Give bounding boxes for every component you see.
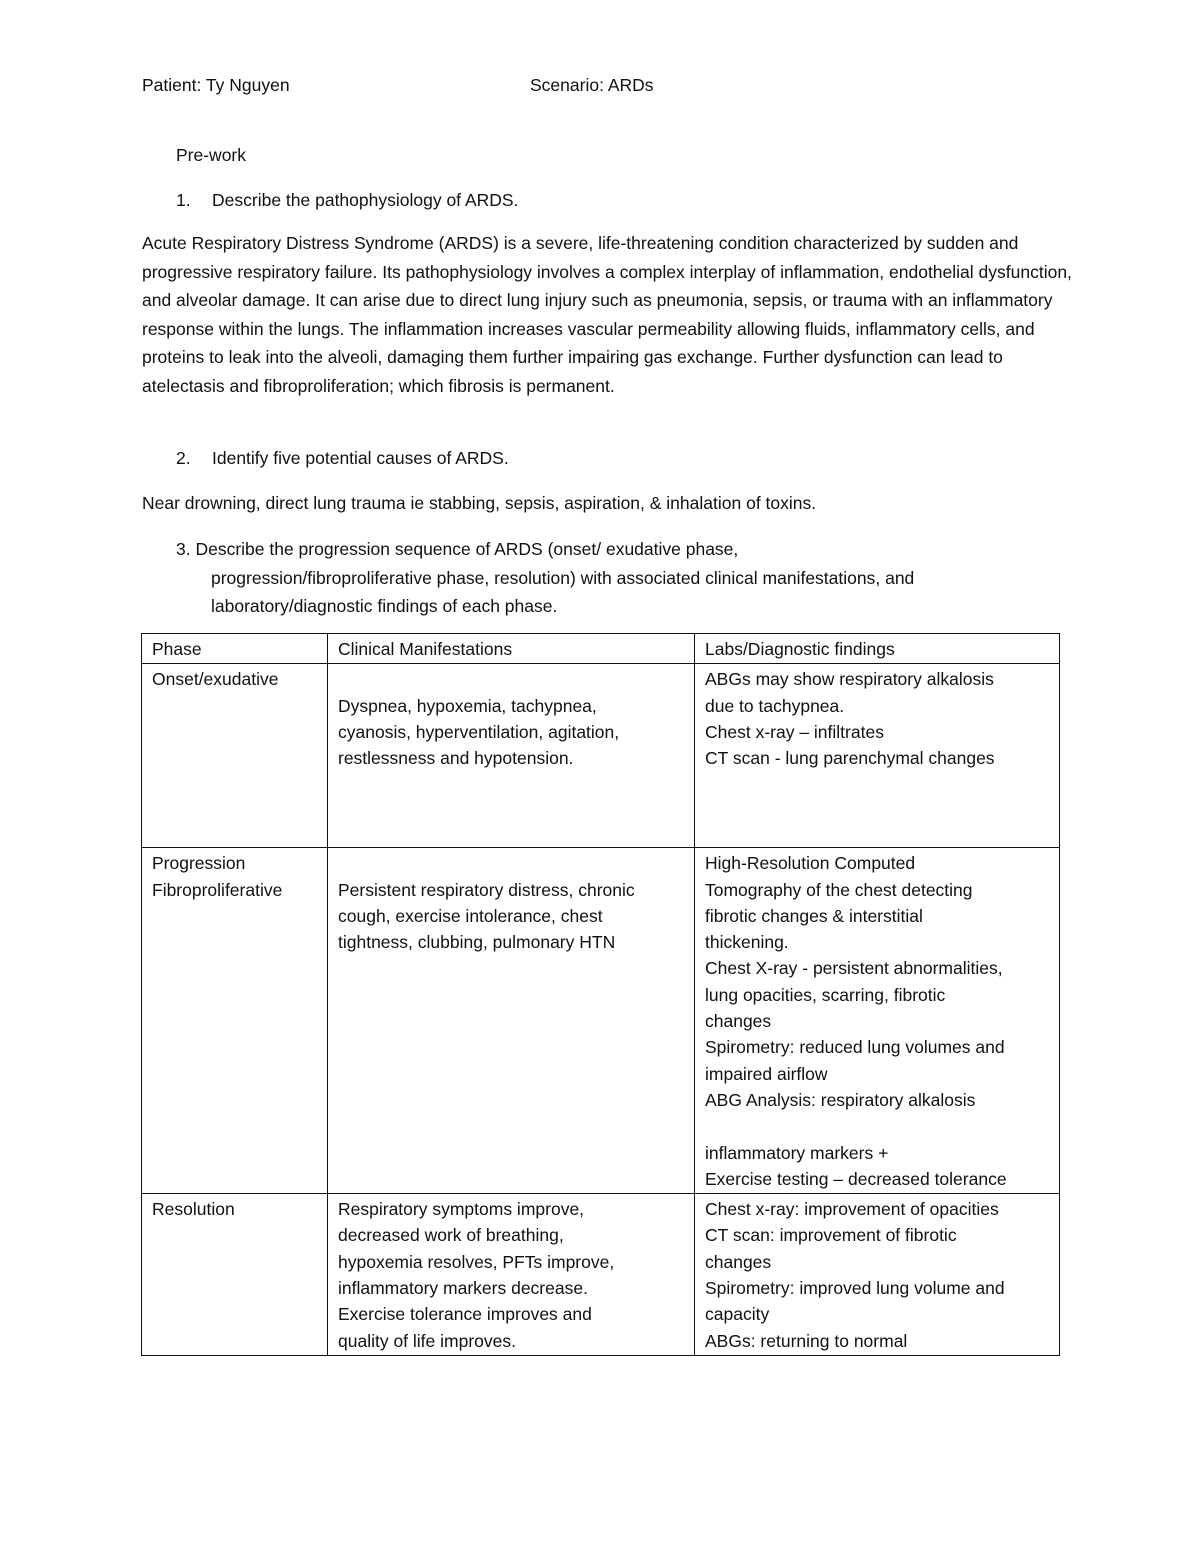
cell-line: impaired airflow (705, 1063, 828, 1084)
cell-line: Onset/exudative (152, 669, 279, 690)
cell-line: Chest x-ray: improvement of opacities (705, 1199, 999, 1220)
cell-line: tightness, clubbing, pulmonary HTN (338, 932, 616, 953)
answer-1: Acute Respiratory Distress Syndrome (ARDS) is a severe, life-threatening condition characterized by sudden and progressive respiratory failure. Its pathophysiology involves a complex interplay of inflammation, endothelial dysfunction, and alveolar damage. It can arise due to direct lung injury such as pneumonia, sepsis, or trauma with an inflammatory response within the lungs. The inflammation increases vascular permeability allowing fluids, inflammatory cells, and proteins to leak into the alveoli, damaging them further impairing gas exchange. Further dysfunction can lead to atelectasis and fibroproliferation; which fibrosis is permanent. (142, 233, 1072, 396)
cell-line: Chest X-ray - persistent abnormalities, (705, 958, 1003, 979)
cell-line: Resolution (152, 1199, 235, 1220)
cell-line: Dyspnea, hypoxemia, tachypnea, (338, 695, 597, 716)
cell-line: Chest x-ray – infiltrates (705, 721, 884, 742)
cell-line: Tomography of the chest detecting (705, 879, 973, 900)
cell-line: Progression (152, 853, 246, 874)
prework-heading: Pre-work (176, 145, 247, 165)
cell-line: thickening. (705, 932, 789, 953)
clinical-cell (328, 1194, 695, 1356)
question-1 (176, 190, 518, 211)
question-3-line-1: 3. Describe the progression sequence of ARDS (onset/ exudative phase, (176, 539, 739, 559)
question-2 (176, 448, 509, 469)
cell-line: hypoxemia resolves, PFTs improve, (338, 1251, 615, 1272)
scenario-label: Scenario: ARDs (530, 75, 654, 95)
cell-line: Exercise testing – decreased tolerance (705, 1168, 1007, 1189)
question-2-number: 2. (176, 448, 191, 468)
clinical-cell (328, 664, 695, 848)
cell-line: fibrotic changes & interstitial (705, 905, 923, 926)
cell-line: Exercise tolerance improves and (338, 1304, 592, 1325)
cell-line: capacity (705, 1304, 770, 1325)
phase-cell (142, 664, 328, 848)
cell-line: restlessness and hypotension. (338, 748, 574, 769)
table-header-row (142, 634, 1060, 664)
question-1-text: Describe the pathophysiology of ARDS. (212, 190, 519, 210)
labs-cell (695, 848, 1060, 1194)
table-row (142, 848, 1060, 1194)
labs-cell (695, 1194, 1060, 1356)
cell-line: cyanosis, hyperventilation, agitation, (338, 721, 620, 742)
cell-line: due to tachypnea. (705, 695, 845, 716)
phase-cell (142, 848, 328, 1194)
question-3-line-2: progression/fibroproliferative phase, resolution) with associated clinical manifestations, and (211, 567, 915, 588)
phase-table (141, 633, 1060, 1356)
cell-line: ABGs: returning to normal (705, 1330, 908, 1351)
question-3 (176, 535, 1056, 621)
cell-line: CT scan: improvement of fibrotic (705, 1225, 957, 1246)
header-labs: Labs/Diagnostic findings (695, 634, 1060, 664)
patient-name: Patient: Ty Nguyen (142, 75, 290, 95)
cell-line: Spirometry: improved lung volume and (705, 1278, 1005, 1299)
cell-line: quality of life improves. (338, 1330, 516, 1351)
table-row (142, 664, 1060, 848)
cell-line: Persistent respiratory distress, chronic (338, 879, 635, 900)
cell-line: Respiratory symptoms improve, (338, 1199, 585, 1220)
cell-line: CT scan - lung parenchymal changes (705, 748, 995, 769)
cell-line: cough, exercise intolerance, chest (338, 905, 603, 926)
cell-line: Fibroproliferative (152, 879, 283, 900)
question-2-text: Identify five potential causes of ARDS. (212, 448, 509, 468)
cell-line: changes (705, 1011, 772, 1032)
phase-cell (142, 1194, 328, 1356)
cell-line: ABG Analysis: respiratory alkalosis (705, 1089, 976, 1110)
cell-line: inflammatory markers + (705, 1142, 889, 1163)
question-1-number: 1. (176, 190, 191, 210)
cell-line: lung opacities, scarring, fibrotic (705, 984, 946, 1005)
cell-line: High-Resolution Computed (705, 853, 916, 874)
cell-line: Spirometry: reduced lung volumes and (705, 1037, 1005, 1058)
table-row (142, 1194, 1060, 1356)
cell-line: inflammatory markers decrease. (338, 1278, 588, 1299)
cell-line: decreased work of breathing, (338, 1225, 564, 1246)
cell-line: changes (705, 1251, 772, 1272)
clinical-cell (328, 848, 695, 1194)
answer-2: Near drowning, direct lung trauma ie stabbing, sepsis, aspiration, & inhalation of toxins. (142, 493, 817, 513)
cell-line: ABGs may show respiratory alkalosis (705, 669, 994, 690)
question-3-line-3: laboratory/diagnostic findings of each phase. (211, 596, 558, 616)
labs-cell (695, 664, 1060, 848)
header-clinical: Clinical Manifestations (328, 634, 695, 664)
header-phase: Phase (142, 634, 328, 664)
